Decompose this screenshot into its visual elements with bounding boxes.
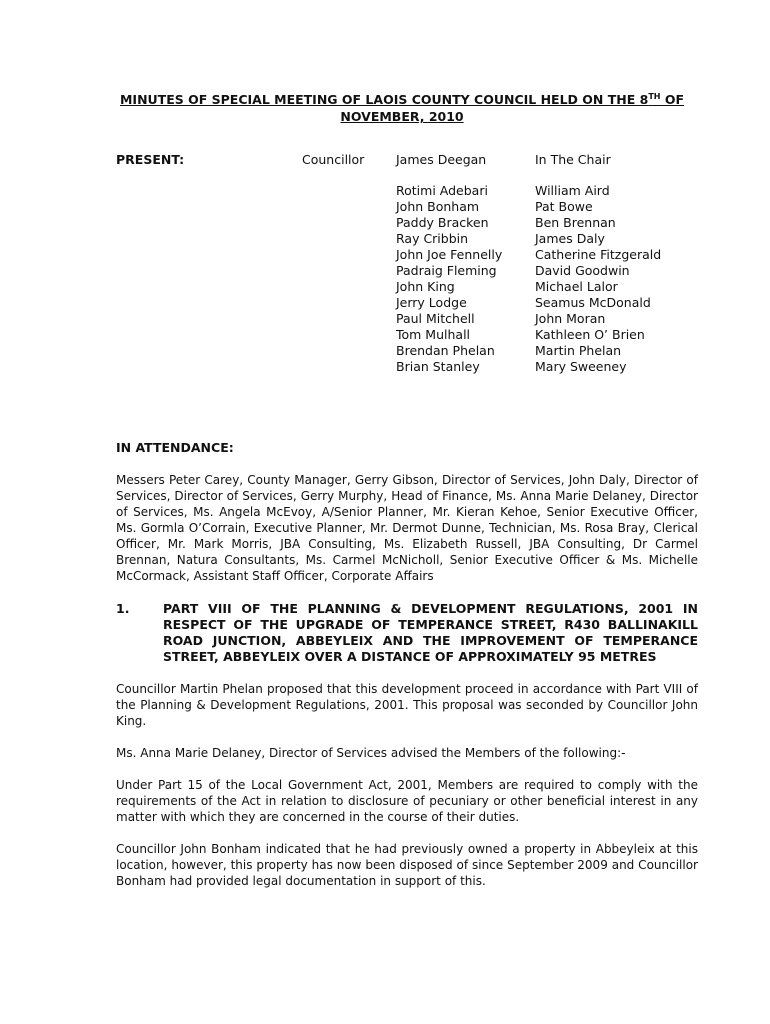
list-item: John Moran (535, 311, 606, 326)
list-item: Padraig Fleming (396, 263, 497, 278)
list-item: Paul Mitchell (396, 311, 475, 326)
attendees-column-1 (396, 183, 502, 375)
attendees-column-2 (535, 183, 661, 375)
list-item: John King (396, 279, 455, 294)
list-item: James Daly (535, 231, 605, 246)
chair-name: James Deegan (396, 152, 487, 167)
list-item: Martin Phelan (535, 343, 622, 358)
list-item: Mary Sweeney (535, 359, 627, 374)
list-item: John Bonham (396, 199, 480, 214)
attendance-paragraph: Messers Peter Carey, County Manager, Gerry Gibson, Director of Services, John Daly, Director of Services, Director of Services, Gerry Murphy, Head of Finance, Ms. Anna Marie Delaney, Director of Services, Ms. Angela McEvoy, A/Senior Planner, Mr. Kieran Kehoe, Senior Executive Officer, Ms. Gormla O’Corrain, Executive Planner, Mr. Dermot Dunne, Technician, Ms. Rosa Bray, Clerical Officer, Mr. Mark Morris, JBA Consulting, Ms. Elizabeth Russell, JBA Consulting, Dr Carmel Brennan, Natura Consultants, Ms. Carmel McNicholl, Senior Executive Officer & Ms. Michelle McCormack, Assistant Staff Officer, Corporate Affairs (116, 473, 698, 583)
page-title (100, 88, 704, 125)
chair-role: In The Chair (535, 152, 611, 167)
list-item: Jerry Lodge (396, 295, 467, 310)
list-item: Kathleen O’ Brien (535, 327, 645, 342)
list-item: Tom Mulhall (396, 327, 471, 342)
list-item: John Joe Fennelly (396, 247, 503, 262)
present-heading: PRESENT: (116, 152, 185, 167)
item-paragraph: Councillor John Bonham indicated that he had previously owned a property in Abbeyleix at this location, however, this property has now been disposed of since September 2009 and Councillor Bonham had provided legal documentation in support of this. (116, 842, 698, 888)
item-paragraph: Under Part 15 of the Local Government Act, 2001, Members are required to comply with the requirements of the Act in relation to disclosure of pecuniary or other beneficial interest in any matter with which they are concerned in the course of their duties. (116, 778, 698, 824)
councillor-label: Councillor (302, 152, 365, 167)
item-paragraph: Councillor Martin Phelan proposed that this development proceed in accordance with Part VIII of the Planning & Development Regulations, 2001. This proposal was seconded by Councillor John King. (116, 682, 698, 728)
list-item: Paddy Bracken (396, 215, 489, 230)
list-item: Seamus McDonald (535, 295, 651, 310)
title-text-end: OF NOVEMBER, 2010 (340, 92, 684, 125)
list-item: Rotimi Adebari (396, 183, 488, 198)
item-title: PART VIII OF THE PLANNING & DEVELOPMENT REGULATIONS, 2001 IN RESPECT OF THE UPGRADE OF TEMPERANCE STREET, R430 BALLINAKILL ROAD JUNCTION, ABBEYLEIX AND THE IMPROVEMENT OF TEMPERANCE STREET, ABBEYLEIX OVER A DISTANCE OF APPROXIMATELY 95 METRES (163, 601, 698, 664)
item-number: 1. (116, 601, 130, 616)
attendance-heading: IN ATTENDANCE: (116, 440, 234, 455)
title-text-start: MINUTES OF SPECIAL MEETING OF LAOIS COUNTY COUNCIL HELD ON THE 8 (119, 92, 649, 108)
list-item: Michael Lalor (535, 279, 618, 294)
list-item: Ben Brennan (535, 215, 616, 230)
item-paragraph: Ms. Anna Marie Delaney, Director of Services advised the Members of the following:- (116, 746, 626, 760)
list-item: Brian Stanley (396, 359, 480, 374)
list-item: Brendan Phelan (396, 343, 495, 358)
list-item: David Goodwin (535, 263, 630, 278)
list-item: Ray Cribbin (396, 231, 469, 246)
list-item: William Aird (535, 183, 610, 198)
title-superscript: TH (648, 92, 661, 101)
list-item: Catherine Fitzgerald (535, 247, 662, 262)
list-item: Pat Bowe (535, 199, 593, 214)
